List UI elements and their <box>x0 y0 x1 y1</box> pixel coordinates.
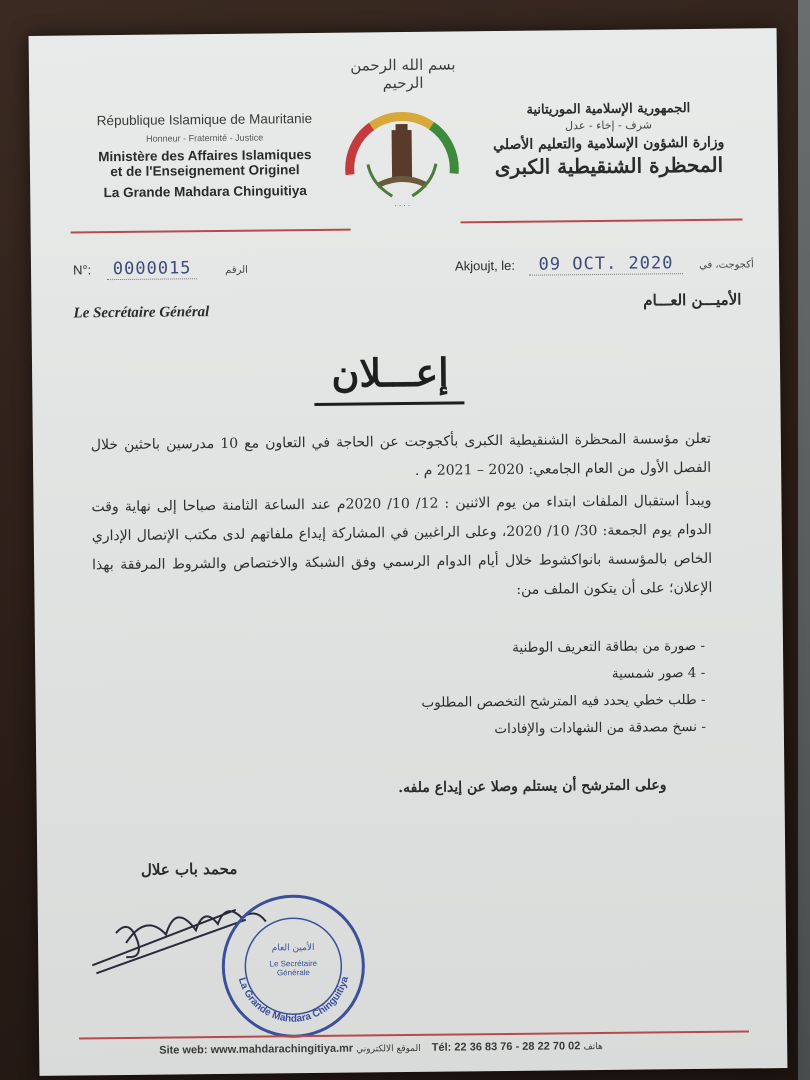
official-seal <box>218 890 370 1042</box>
header-rule-right <box>461 218 743 222</box>
institution-ar: المحظرة الشنقيطية الكبرى <box>494 152 724 180</box>
paragraph-1: تعلن مؤسسة المحظرة الشنقيطية الكبرى بأكجوجت عن الحاجة في التعاون مع 10 مدرسين باحثين خلال الفصل الأول من العام الجامعي: 2020 – 2021 م . <box>90 430 712 479</box>
header-rule-left <box>71 229 351 233</box>
announcement-title: إعـــلان <box>331 349 449 396</box>
republic-fr: République Islamique de Mauritanie <box>96 110 313 129</box>
list-item: - صورة من بطاقة التعريف الوطنية <box>335 633 705 664</box>
date-value: 09 OCT. 2020 <box>529 253 684 276</box>
site-label: Site web: <box>159 1044 208 1057</box>
background-edge <box>798 0 810 1080</box>
number-label: N°: <box>72 262 92 278</box>
header-french <box>73 111 336 201</box>
site-url: www.mahdarachingitiya.mr <box>210 1042 354 1057</box>
list-item: - 4 صور شمسية <box>335 660 705 691</box>
institution-fr: La Grande Mahdara Chinguitiya <box>103 183 307 201</box>
secretary-ar: الأميـــن العـــام <box>643 290 742 310</box>
tel-label: Tél: <box>431 1041 452 1054</box>
seal-outer-text: La Grande Mahdara Chinguitiya <box>235 975 352 1025</box>
requirements-list <box>335 633 706 745</box>
mahdara-emblem-icon <box>341 103 462 214</box>
number-label-ar: الرقم <box>225 264 248 276</box>
ministry-ar: وزارة الشؤون الإسلامية والتعليم الأصلي <box>493 134 725 154</box>
reference-date <box>455 252 754 275</box>
number-value: 0000015 <box>107 258 198 280</box>
place-label-ar: أكجوجت، في <box>699 259 754 271</box>
site-label-ar: الموقع الالكتروني <box>356 1043 421 1055</box>
secretary-fr: Le Secrétaire Général <box>73 304 210 322</box>
tel-value: 22 36 83 76 - 28 22 70 02 <box>454 1040 581 1054</box>
paragraph-2: ويبدأ استقبال الملفات ابتداء من يوم الاثنين : 12/ 10/ 2020م عند الساعة الثامنة صباحا إلى نهاية وقت الدوام يوم الجمعة: 30/ 10/ 2020، وعلى الراغبين في المشاركة إيداع ملفاتهم لدى مكتب الإتصال الإداري الخاص بالمؤسسة بانواكشوط خلال أيام الدوام الرسمي وفق الشبكة والاختصاص والشروط المرفقة بهذا الإعلان؛ على أن يتكون الملف من: <box>91 492 713 598</box>
footer-rule <box>79 1030 749 1039</box>
svg-text:La Grande Mahdara Chinguitiya <box>236 975 352 1025</box>
svg-text:· · · ·: · · · · <box>394 201 411 211</box>
ministry-fr-line1: Ministère des Affaires Islamiques <box>98 146 312 165</box>
ministry-fr-line2: et de l'Enseignement Originel <box>110 162 300 180</box>
title-underline <box>314 401 464 406</box>
seal-fr-2: Générale <box>276 968 310 978</box>
header-arabic <box>485 101 732 180</box>
republic-ar: الجمهورية الإسلامية الموريتانية <box>526 101 691 118</box>
signatory-name: محمد باب علال <box>140 859 238 879</box>
motto-ar: شرف - إخاء - عدل <box>565 118 653 133</box>
tel-label-ar: هاتف <box>583 1041 603 1053</box>
bismillah: بسم الله الرحمن الرحيم <box>350 55 456 93</box>
seal-ar-title: الأمين العام <box>271 943 315 954</box>
seal-inner <box>218 942 368 978</box>
list-item: - طلب خطي يحدد فيه المترشح التخصص المطلوب <box>335 687 705 718</box>
reference-number <box>73 258 248 280</box>
seal-fr-1: Le Secrétaire <box>269 958 318 969</box>
list-item: - نسخ مصدقة من الشهادات والإفادات <box>336 714 706 745</box>
motto-fr: Honneur - Fraternité - Justice <box>146 132 264 144</box>
document-page <box>29 28 788 1076</box>
closing-note: وعلى المترشح أن يستلم وصلا عن إيداع ملفه. <box>398 777 667 797</box>
place-label: Akjoujt, le: <box>454 257 516 274</box>
